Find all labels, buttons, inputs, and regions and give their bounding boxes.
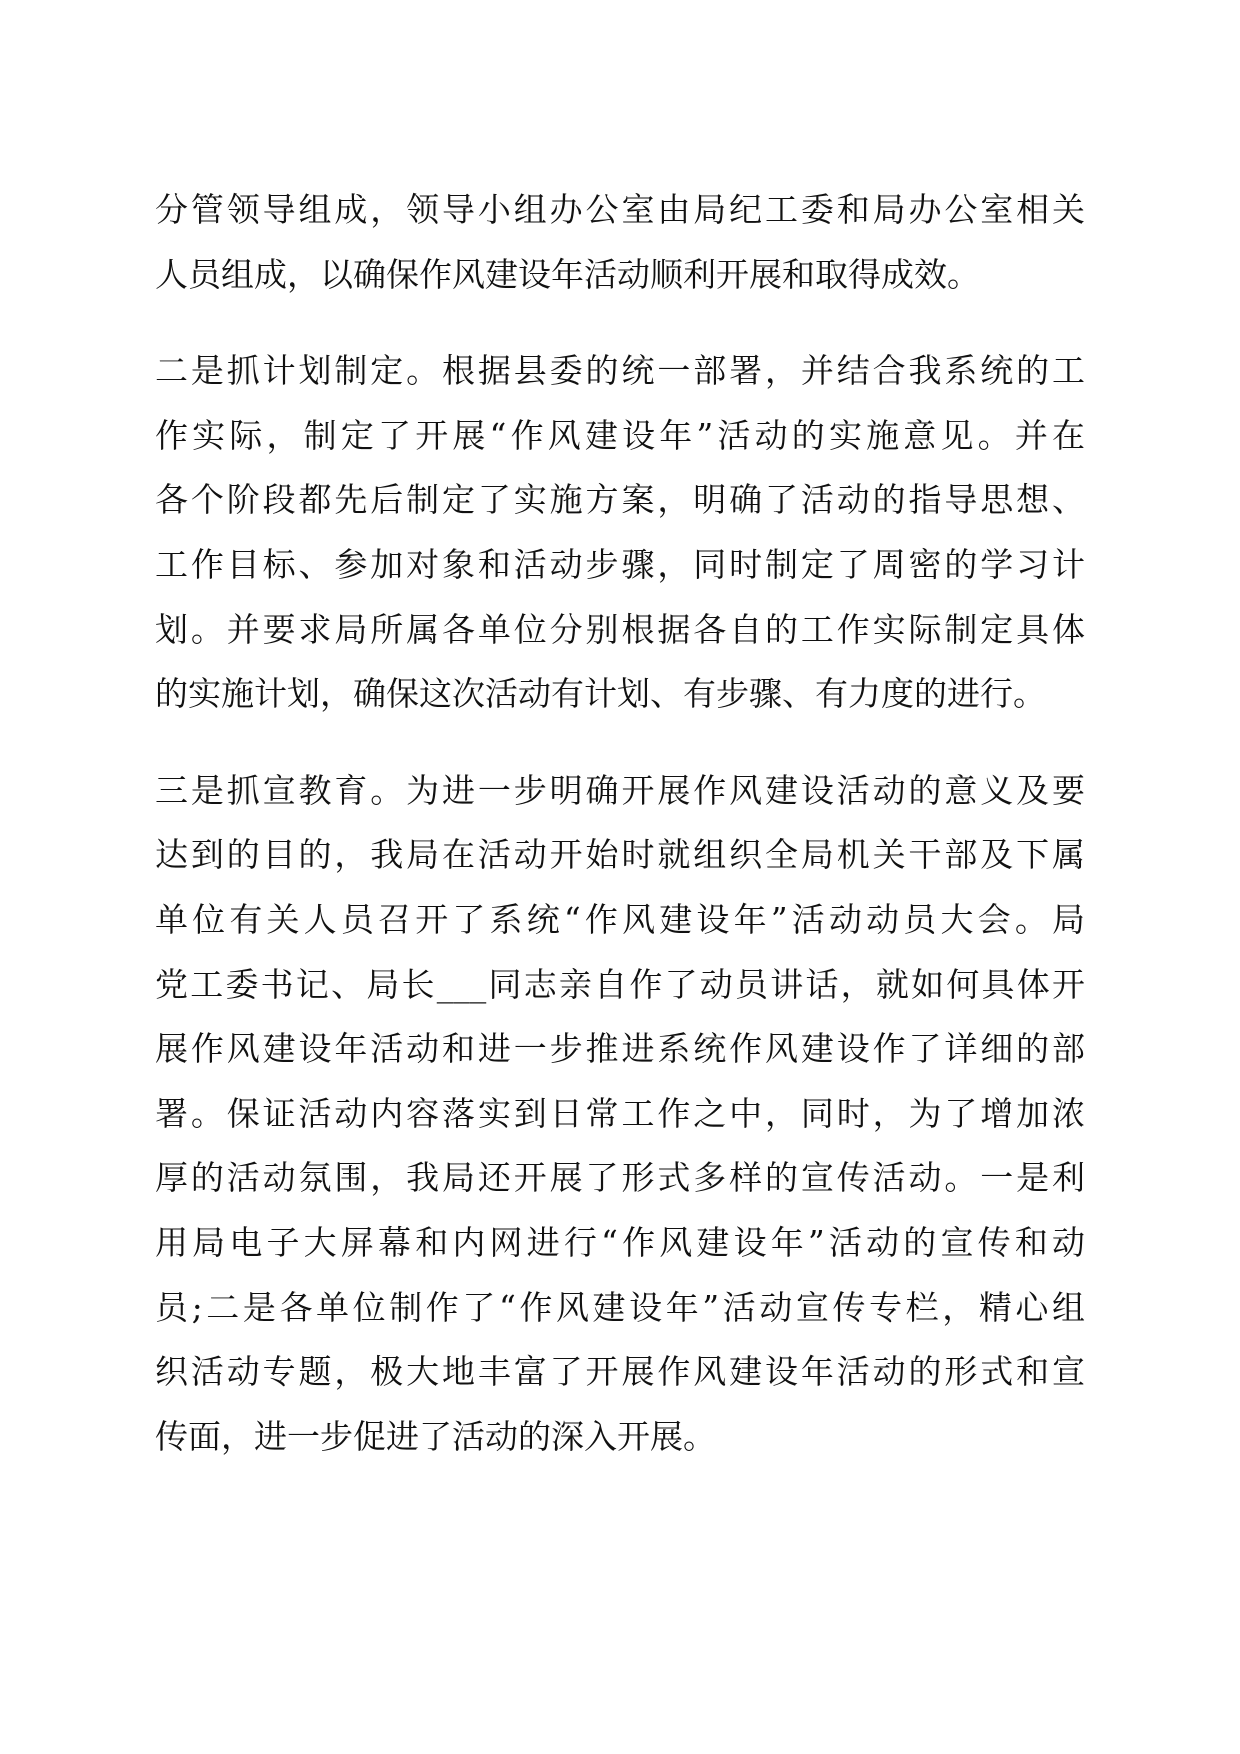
paragraph-line: 的实施计划，确保这次活动有计划、有步骤、有力度的进行。 bbox=[155, 674, 1046, 714]
paragraph-line: 展作风建设年活动和进一步推进系统作风建设作了详细的部 bbox=[155, 1029, 1085, 1069]
paragraph-line: 传面，进一步促进了活动的深入开展。 bbox=[155, 1416, 716, 1456]
paragraph-line: 署。保证活动内容落实到日常工作之中，同时，为了增加浓 bbox=[155, 1093, 1085, 1133]
paragraph-line: 划。并要求局所属各单位分别根据各自的工作实际制定具体 bbox=[155, 609, 1085, 649]
paragraph-2 bbox=[155, 339, 1085, 727]
paragraph-line: 二是抓计划制定。根据县委的统一部署，并结合我系统的工 bbox=[155, 351, 1085, 391]
paragraph-line: 党工委书记、局长___同志亲自作了动员讲话，就如何具体开 bbox=[155, 964, 1085, 1004]
paragraph-line: 单位有关人员召开了系统“作风建设年”活动动员大会。局 bbox=[155, 899, 1085, 939]
paragraph-line: 工作目标、参加对象和活动步骤，同时制定了周密的学习计 bbox=[155, 544, 1085, 584]
paragraph-line: 达到的目的，我局在活动开始时就组织全局机关干部及下属 bbox=[155, 835, 1085, 875]
paragraph-1 bbox=[155, 178, 1085, 307]
paragraph-line: 各个阶段都先后制定了实施方案，明确了活动的指导思想、 bbox=[155, 480, 1085, 520]
paragraph-line: 分管领导组成，领导小组办公室由局纪工委和局办公室相关 bbox=[155, 190, 1085, 229]
document-body bbox=[155, 178, 1085, 1501]
paragraph-line: 用局电子大屏幕和内网进行“作风建设年”活动的宣传和动 bbox=[155, 1222, 1085, 1262]
paragraph-line: 人员组成，以确保作风建设年活动顺利开展和取得成效。 bbox=[155, 254, 980, 294]
paragraph-line: 织活动专题，极大地丰富了开展作风建设年活动的形式和宣 bbox=[155, 1352, 1085, 1392]
paragraph-line: 厚的活动氛围，我局还开展了形式多样的宣传活动。一是利 bbox=[155, 1158, 1085, 1198]
paragraph-3 bbox=[155, 759, 1085, 1470]
paragraph-line: 三是抓宣教育。为进一步明确开展作风建设活动的意义及要 bbox=[155, 770, 1085, 810]
paragraph-line: 作实际，制定了开展“作风建设年”活动的实施意见。并在 bbox=[155, 415, 1085, 455]
paragraph-line: 员;二是各单位制作了“作风建设年”活动宣传专栏，精心组 bbox=[155, 1287, 1085, 1327]
